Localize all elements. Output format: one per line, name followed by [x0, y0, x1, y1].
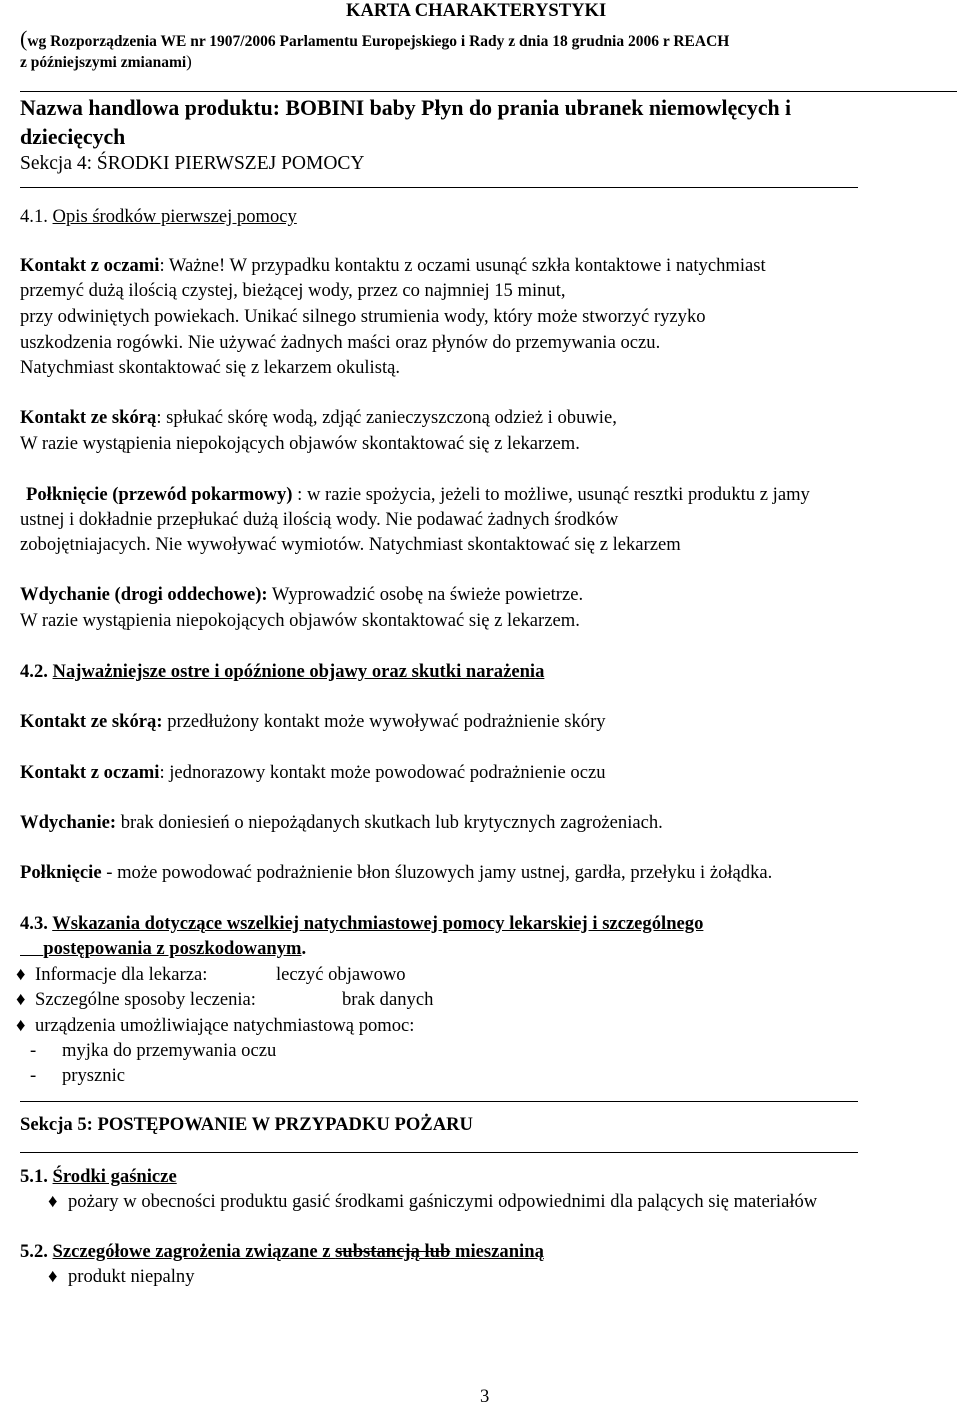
regulation-text-2: z późniejszymi zmianami — [20, 54, 187, 71]
subsection-title: Szczegółowe zagrożenia związane z substancją lub mieszaniną — [52, 1241, 544, 1262]
effects-swallow-text: - może powodować podrażnienie błon śluzowych jamy ustnej, gardła, przełyku i żołądka. — [101, 862, 773, 883]
diamond-bullet-icon: ♦ — [48, 1266, 58, 1287]
struck-text: substancją lub — [335, 1241, 451, 1262]
subsection-4-3-heading-line-2 — [20, 936, 306, 962]
regulation-line-2 — [20, 51, 192, 74]
bullet-special-treatment — [16, 987, 256, 1013]
regulation-line-1 — [20, 27, 729, 54]
page-number: 3 — [480, 1386, 490, 1407]
skin-contact-text: : spłukać skórę wodą, zdjąć zanieczyszczoną odzież i obuwie, — [156, 407, 617, 428]
diamond-bullet-icon: ♦ — [16, 1015, 26, 1036]
bullet-label: Szczególne sposoby leczenia: — [35, 989, 256, 1010]
effects-skin-label: Kontakt ze skórą: — [20, 711, 163, 732]
subsection-4-1-heading — [20, 204, 297, 230]
subsection-number: 4.3. — [20, 913, 53, 934]
header-rule — [20, 91, 957, 92]
bullet-text: pożary w obecności produktu gasić środkami gaśniczymi odpowiednimi dla palących się materiałów — [68, 1191, 818, 1212]
subsection-number: 4.1. — [20, 206, 53, 227]
eyes-contact-line-4: uszkodzenia rogówki. Nie używać żadnych maści oraz płynów do przemywania oczu. — [20, 332, 661, 353]
product-name-line-2: dziecięcych — [20, 125, 126, 149]
bullet-text: produkt niepalny — [68, 1266, 195, 1287]
subsection-4-2-heading — [20, 659, 544, 685]
subsection-title-end: . — [301, 938, 307, 959]
inhale-line-2: W razie wystąpienia niepokojących objawów skontaktować się z lekarzem. — [20, 610, 580, 631]
eyes-contact-line-2: przemyć dużą ilością czystej, bieżącej wody, przez co najmniej 15 minut, — [20, 280, 566, 301]
bullet-special-treatment-value: brak danych — [342, 989, 434, 1010]
effects-inhale-label: Wdychanie: — [20, 812, 117, 833]
dash-marker: - — [30, 1065, 37, 1086]
eyes-contact-line-1 — [20, 253, 766, 279]
subsection-title: Środki gaśnicze — [52, 1166, 177, 1187]
subsection-5-2-heading — [20, 1239, 544, 1265]
section-5-title: Sekcja 5: POSTĘPOWANIE W PRZYPADKU POŻARU — [20, 1114, 473, 1135]
subsection-title: Opis środków pierwszej pomocy — [52, 206, 297, 227]
subsection-number: 4.2. — [20, 661, 53, 682]
skin-contact-line-1 — [20, 405, 617, 431]
product-name-line-1: Nazwa handlowa produktu: BOBINI baby Płyn do prania ubranek niemowlęcych i — [20, 96, 792, 120]
diamond-bullet-icon: ♦ — [16, 964, 26, 985]
effects-swallow-label: Połknięcie — [20, 862, 102, 883]
eyes-contact-line-5: Natychmiast skontaktować się z lekarzem okulistą. — [20, 357, 401, 378]
subsection-title-continued: postępowania z poszkodowanym — [43, 938, 302, 959]
dash-marker: - — [30, 1040, 37, 1061]
subsection-number: 5.2. — [20, 1241, 53, 1262]
subsection-title: Wskazania dotyczące wszelkiej natychmiastowej pomocy lekarskiej i szczególnego — [52, 913, 704, 934]
section-5-rule — [20, 1152, 858, 1153]
bullet-label: Informacje dla lekarza: — [35, 964, 208, 985]
diamond-bullet-icon: ♦ — [16, 989, 26, 1010]
eyes-contact-text: : Ważne! W przypadku kontaktu z oczami usunąć szkła kontaktowe i natychmiast — [159, 255, 766, 276]
dash-item-text: myjka do przemywania oczu — [62, 1040, 277, 1061]
effects-inhale — [20, 810, 663, 836]
effects-skin-text: przedłużony kontakt może wywoływać podrażnienie skóry — [162, 711, 606, 732]
bullet-doctor-info — [16, 962, 207, 988]
subsection-number: 5.1. — [20, 1166, 53, 1187]
dash-item-shower — [30, 1063, 125, 1089]
swallow-line-3: zobojętniajacych. Nie wywoływać wymiotów. Natychmiast skontaktować się z lekarzem — [20, 534, 681, 555]
section-4-title: Sekcja 4: ŚRODKI PIERWSZEJ POMOCY — [20, 153, 365, 174]
subsection-5-1-heading — [20, 1164, 177, 1190]
section-5-top-rule — [20, 1101, 858, 1102]
dash-item-text: prysznic — [62, 1065, 125, 1086]
document-title: KARTA CHARAKTERYSTYKI — [346, 0, 607, 21]
bullet-extinguishing — [48, 1189, 817, 1215]
section-4-rule — [20, 187, 858, 188]
dash-item-eyewash — [30, 1038, 276, 1064]
swallow-label: Połknięcie (przewód pokarmowy) — [26, 484, 293, 505]
bullet-nonflammable — [48, 1264, 195, 1290]
skin-contact-line-2: W razie wystąpienia niepokojących objawów skontaktować się z lekarzem. — [20, 433, 580, 454]
skin-contact-label: Kontakt ze skórą — [20, 407, 157, 428]
regulation-text: wg Rozporządzenia WE nr 1907/2006 Parlamentu Europejskiego i Rady z dnia 18 grudnia 2006 r REACH — [27, 33, 730, 50]
subsection-4-3-heading — [20, 911, 703, 937]
inhale-text: Wyprowadzić osobę na świeże powietrze. — [267, 584, 584, 605]
eyes-contact-label: Kontakt z oczami — [20, 255, 160, 276]
paren-close: ) — [186, 52, 192, 71]
inhale-label: Wdychanie (drogi oddechowe): — [20, 584, 268, 605]
bullet-doctor-info-value: leczyć objawowo — [276, 964, 406, 985]
effects-eyes — [20, 760, 606, 786]
eyes-contact-line-3: przy odwiniętych powiekach. Unikać silnego strumienia wody, który może stworzyć ryzyko — [20, 306, 706, 327]
bullet-label: urządzenia umożliwiające natychmiastową pomoc: — [35, 1015, 415, 1036]
bullet-equipment — [16, 1013, 414, 1039]
effects-eyes-text: : jednorazowy kontakt może powodować podrażnienie oczu — [159, 762, 606, 783]
inhale-line-1 — [20, 582, 583, 608]
subsection-title: Najważniejsze ostre i opóźnione objawy oraz skutki narażenia — [52, 661, 545, 682]
effects-skin — [20, 709, 606, 735]
swallow-line-1 — [26, 482, 810, 508]
paren-open: ( — [20, 26, 28, 51]
diamond-bullet-icon: ♦ — [48, 1191, 58, 1212]
swallow-text: : w razie spożycia, jeżeli to możliwe, usunąć resztki produktu z jamy — [292, 484, 810, 505]
swallow-line-2: ustnej i dokładnie przepłukać dużą ilością wody. Nie podawać żadnych środków — [20, 509, 619, 530]
effects-inhale-text: brak doniesień o niepożądanych skutkach lub krytycznych zagrożeniach. — [116, 812, 663, 833]
effects-eyes-label: Kontakt z oczami — [20, 762, 160, 783]
effects-swallow — [20, 860, 772, 886]
